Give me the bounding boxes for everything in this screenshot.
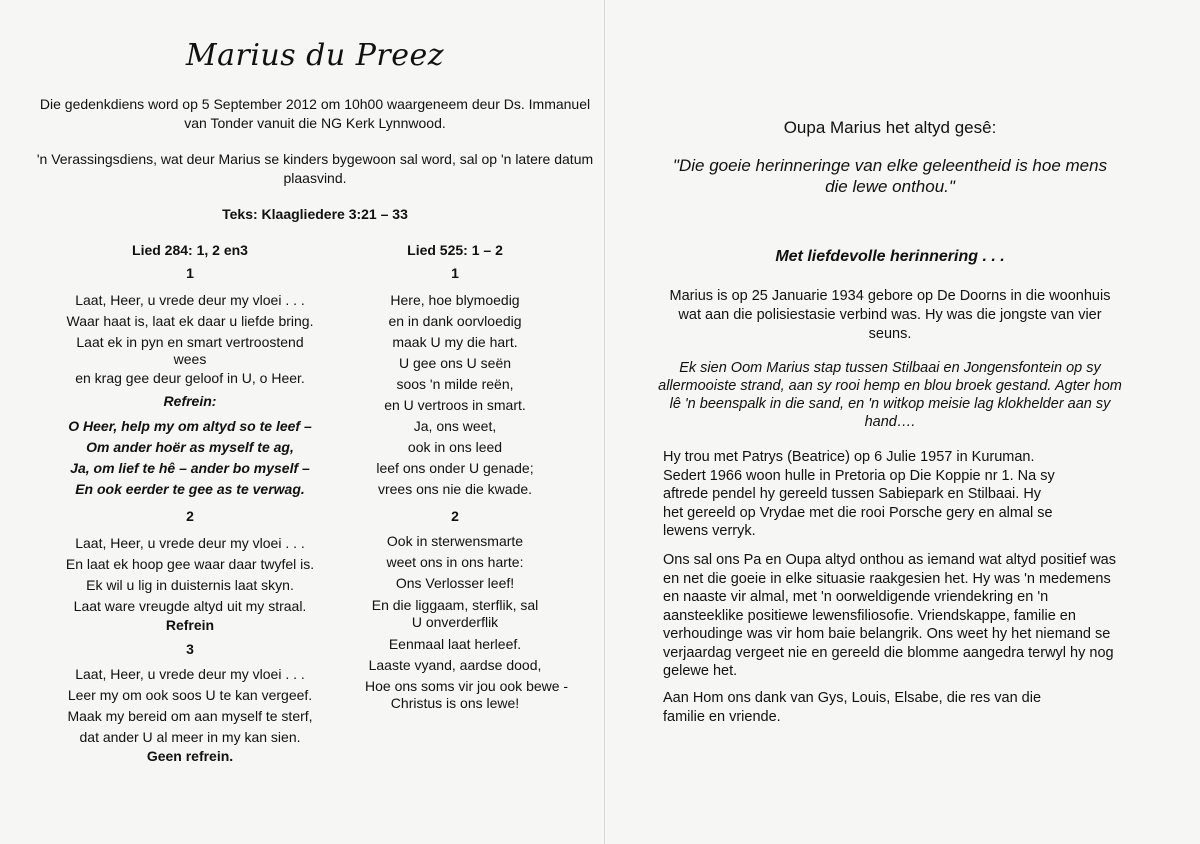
refrain-line: En ook eerder te gee as te verwag. — [75, 481, 305, 497]
verse-line: Ook in sterwensmarte — [386, 533, 524, 549]
verse-line: Christus is ons lewe! — [390, 695, 520, 711]
verse-line: ook in ons leed — [407, 439, 503, 455]
verse-line: Ek wil u lig in duisternis laat skyn. — [86, 577, 294, 593]
verse-line: Laat, Heer, u vrede deur my vloei . . . — [75, 535, 305, 551]
later-service-note: 'n Verassingsdiens, wat deur Marius se kinders bygewoon sal word, sal op 'n latere datum plaasvind. — [36, 151, 594, 186]
marriage-paragraph: Hy trou met Patrys (Beatrice) op 6 Julie 1957 in Kuruman. Sedert 1966 woon hulle in Pretoria op Die Koppie nr 1. Na sy aftrede pendel hy gereeld tussen Sabiepark en Stilbaai. Hy het gereeld op Vrydae met die rooi Porsche gery en almal se lewens verryk. — [663, 449, 1055, 539]
verse-line: En laat ek hoop gee waar daar twyfel is. — [65, 556, 315, 572]
verse-line: leef ons onder U genade; — [376, 460, 534, 476]
verse-line: Leer my om ook soos U te kan vergeef. — [67, 687, 313, 703]
hymn-heading: Lied 525: 1 – 2 — [407, 242, 503, 258]
scripture-reference: Teks: Klaagliedere 3:21 – 33 — [222, 206, 408, 222]
verse-line: Laat, Heer, u vrede deur my vloei . . . — [75, 666, 305, 682]
verse-line: Laat ek in pyn en smart vertroostend wees — [76, 334, 304, 367]
refrain-marker: Refrein — [165, 617, 215, 633]
verse-number: 3 — [186, 641, 194, 657]
no-refrain-note: Geen refrein. — [146, 748, 234, 764]
birth-paragraph: Marius is op 25 Januarie 1934 gebore op De Doorns in die woonhuis wat aan die polisiestasie verbind was. Hy was die jongste van vier seuns. — [669, 288, 1111, 342]
memory-paragraph: Ek sien Oom Marius stap tussen Stilbaai en Jongensfontein op sy allermooiste strand, aan sy rooi hemp en blou broek gestand. Agter hom lê 'n beenspalk in die sand, en 'n witkop meisie lag klokhelder aan sy hand…. — [658, 360, 1122, 430]
verse-line: maak U my die hart. — [392, 334, 518, 350]
page-fold — [604, 0, 605, 844]
verse-number: 2 — [451, 508, 459, 524]
verse-line: weet ons in ons harte: — [386, 554, 524, 570]
refrain-label: Refrein: — [163, 393, 217, 409]
favourite-quote: "Die goeie herinneringe van elke geleentheid is hoe mens die lewe onthou." — [672, 156, 1108, 196]
verse-number: 1 — [451, 265, 459, 281]
character-paragraph: Ons sal ons Pa en Oupa altyd onthou as iemand wat altyd positief was en net die goeie in elke situasie raakgesien het. Hy was 'n medemens en naaste vir almal, met 'n oorweldigende vriendekring en 'n aansteeklike positiewe lewensfiliosofie. Vriendskappe, familie en verhoudinge was vir hom baie belangrik. Ons weet hy het niemand se verjaardag vergeet nie en gereeld die blomme aangedra terwyl hy nog gelewe het. — [663, 552, 1116, 679]
refrain-line: Ja, om lief te hê – ander bo myself – — [70, 460, 310, 476]
verse-line: dat ander U al meer in my kan sien. — [79, 729, 301, 745]
verse-line: Here, hoe blymoedig — [390, 292, 520, 308]
verse-line: Eenmaal laat herleef. — [388, 636, 522, 652]
verse-line: vrees ons nie die kwade. — [377, 481, 533, 497]
verse-number: 2 — [186, 508, 194, 524]
verse-line: Maak my bereid om aan myself te sterf, — [67, 708, 313, 724]
thanks-paragraph: Aan Hom ons dank van Gys, Louis, Elsabe, die res van die familie en vriende. — [663, 690, 1042, 725]
verse-line: Laaste vyand, aardse dood, — [368, 657, 542, 673]
page-title: Marius du Preez — [185, 38, 445, 73]
verse-line: en U vertroos in smart. — [384, 397, 526, 413]
verse-line: Laat ware vreugde altyd uit my straal. — [73, 598, 307, 614]
verse-line: Laat, Heer, u vrede deur my vloei . . . — [75, 292, 305, 308]
verse-line: Waar haat is, laat ek daar u liefde bring. — [66, 313, 314, 329]
refrain-line: O Heer, help my om altyd so te leef – — [68, 418, 312, 434]
verse-line: Ons Verlosser leef! — [395, 575, 515, 591]
saying-intro: Oupa Marius het altyd gesê: — [783, 118, 997, 137]
refrain-line: Om ander hoër as myself te ag, — [86, 439, 294, 455]
verse-line: en in dank oorvloedig — [388, 313, 522, 329]
verse-line: en krag gee deur geloof in U, o Heer. — [75, 370, 305, 386]
hymn-525 — [365, 240, 569, 712]
memorial-heading: Met liefdevolle herinnering . . . — [775, 248, 1005, 265]
verse-line: En die liggaam, sterflik, sal U onverderflik — [371, 597, 539, 630]
verse-line: U gee ons U seën — [398, 355, 512, 371]
verse-line: soos 'n milde reën, — [396, 376, 514, 392]
hymn-284 — [35, 240, 345, 766]
hymn-heading: Lied 284: 1, 2 en3 — [132, 242, 248, 258]
verse-number: 1 — [186, 265, 194, 281]
verse-line: Hoe ons soms vir jou ook bewe - — [365, 678, 569, 694]
verse-line: Ja, ons weet, — [413, 418, 497, 434]
service-details: Die gedenkdiens word op 5 September 2012 om 10h00 waargeneem deur Ds. Immanuel van Tonder vanuit die NG Kerk Lynnwood. — [39, 96, 591, 131]
